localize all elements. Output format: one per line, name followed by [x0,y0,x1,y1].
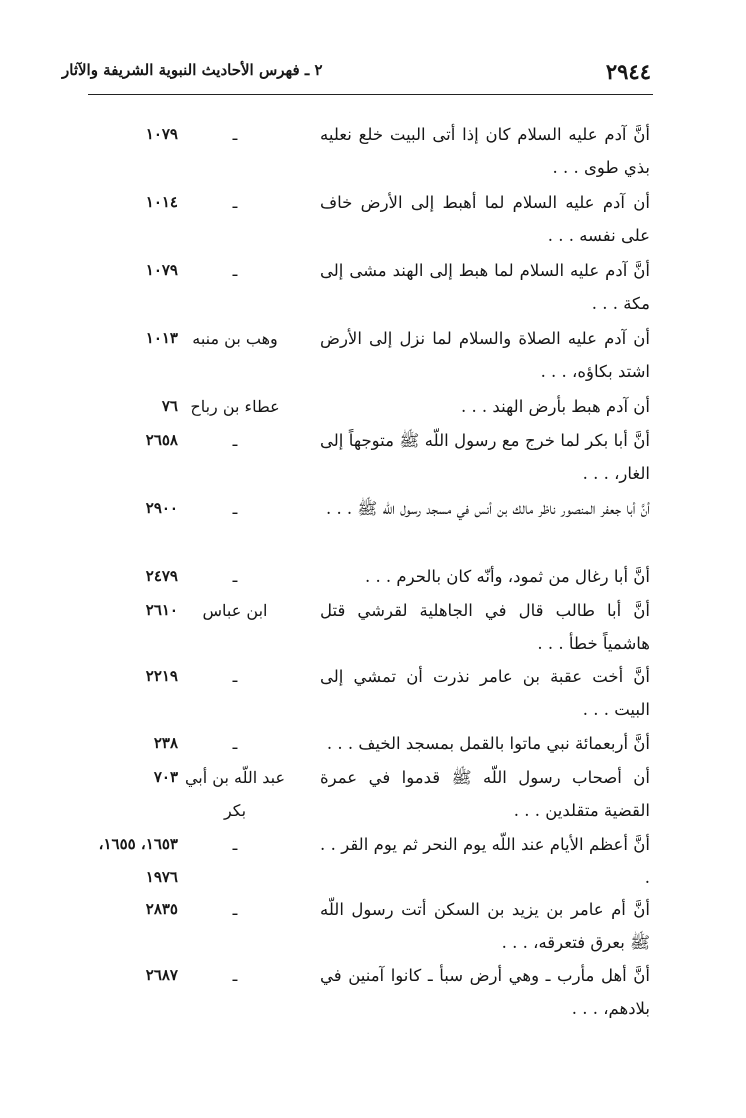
header-rule [88,94,653,95]
running-title: ٢ ـ فهرس الأحاديث النبوية الشريفة والآثار [62,61,323,79]
reference-number: ٢٨٣٥ [145,900,178,918]
reference-number: ٢٦١٠ [145,601,178,619]
hadith-text: أنَّ أم عامر بن يزيد بن السكن أتت رسول اللّه ﷺ بعرق فتعرقه، . . . [320,900,650,952]
reference-number: ٢٦٨٧ [145,966,178,984]
hadith-text: أن آدم عليه السلام لما أهبط إلى الأرض خاف على نفسه . . . [320,193,650,245]
hadith-text: أنَّ أبا جعفر المنصور ناظر مالك بن أنس في مسجد رسول اللّه ﷺ . . . [325,499,650,518]
reference-number: ٢٦٥٨ [145,431,178,449]
narrator: ـ [232,835,238,854]
reference-number: ١٦٥٣، ١٦٥٥، ١٩٧٦ [98,835,178,886]
reference-number: ٢٩٠٠ [145,499,178,517]
hadith-text: أنَّ آدم عليه السلام لما هبط إلى الهند مشى إلى مكة . . . [320,261,650,313]
reference-number: ٢٣٨ [153,734,178,752]
narrator: وهب بن منبه [192,329,278,348]
hadith-text: أنَّ آدم عليه السلام كان إذا أتى البيت خلع نعليه بذي طوى . . . [320,125,650,177]
reference-number: ١٠٧٩ [145,261,178,279]
narrator: ـ [232,966,238,985]
narrator: عطاء بن رباح [190,397,280,416]
narrator: ـ [232,734,238,753]
hadith-text: أنَّ أبا رغال من ثمود، وأنّه كان بالحرم . . . [364,567,650,586]
hadith-text: أنَّ أبا طالب قال في الجاهلية لقرشي قتل هاشمياً خطأ . . . [320,601,650,653]
hadith-text: أنَّ أعظم الأيام عند اللّه يوم النحر ثم يوم القر . . . [320,835,650,887]
hadith-text: أنَّ أهل مأرب ـ وهي أرض سبأ ـ كانوا آمنين في بلادهم، . . . [320,966,650,1018]
narrator: ـ [232,125,238,144]
hadith-text: أن آدم عليه الصلاة والسلام لما نزل إلى الأرض اشتد بكاؤه، . . . [320,329,650,381]
reference-number: ٧٦ [161,397,178,415]
reference-number: ٧٠٣ [153,768,178,786]
narrator: ـ [232,431,238,450]
narrator: ـ [232,499,238,518]
reference-number: ١٠٧٩ [145,125,178,143]
reference-number: ٢٤٧٩ [145,567,178,585]
narrator: ـ [232,667,238,686]
reference-number: ٢٢١٩ [145,667,178,685]
hadith-text: أنَّ أربعمائة نبي ماتوا بالقمل بمسجد الخيف . . . [326,734,650,753]
narrator: ـ [232,261,238,280]
page-header [0,55,746,89]
hadith-text: أنَّ أبا بكر لما خرج مع رسول اللّه ﷺ متوجهاً إلى الغار، . . . [320,431,650,483]
reference-number: ١٠١٤ [145,193,178,211]
hadith-text: أن أصحاب رسول اللّه ﷺ قدموا في عمرة القضية متقلدين . . . [320,768,650,820]
reference-number: ١٠١٣ [145,329,178,347]
narrator: عبد اللّه بن أبي بكر [184,768,286,820]
narrator: ـ [232,567,238,586]
hadith-text: أن آدم هبط بأرض الهند . . . [460,397,650,416]
narrator: ـ [232,193,238,212]
narrator: ـ [232,900,238,919]
page-number: ٢٩٤٤ [605,59,651,84]
narrator: ابن عباس [202,601,268,620]
hadith-text: أنَّ أخت عقبة بن عامر نذرت أن تمشي إلى البيت . . . [320,667,650,719]
